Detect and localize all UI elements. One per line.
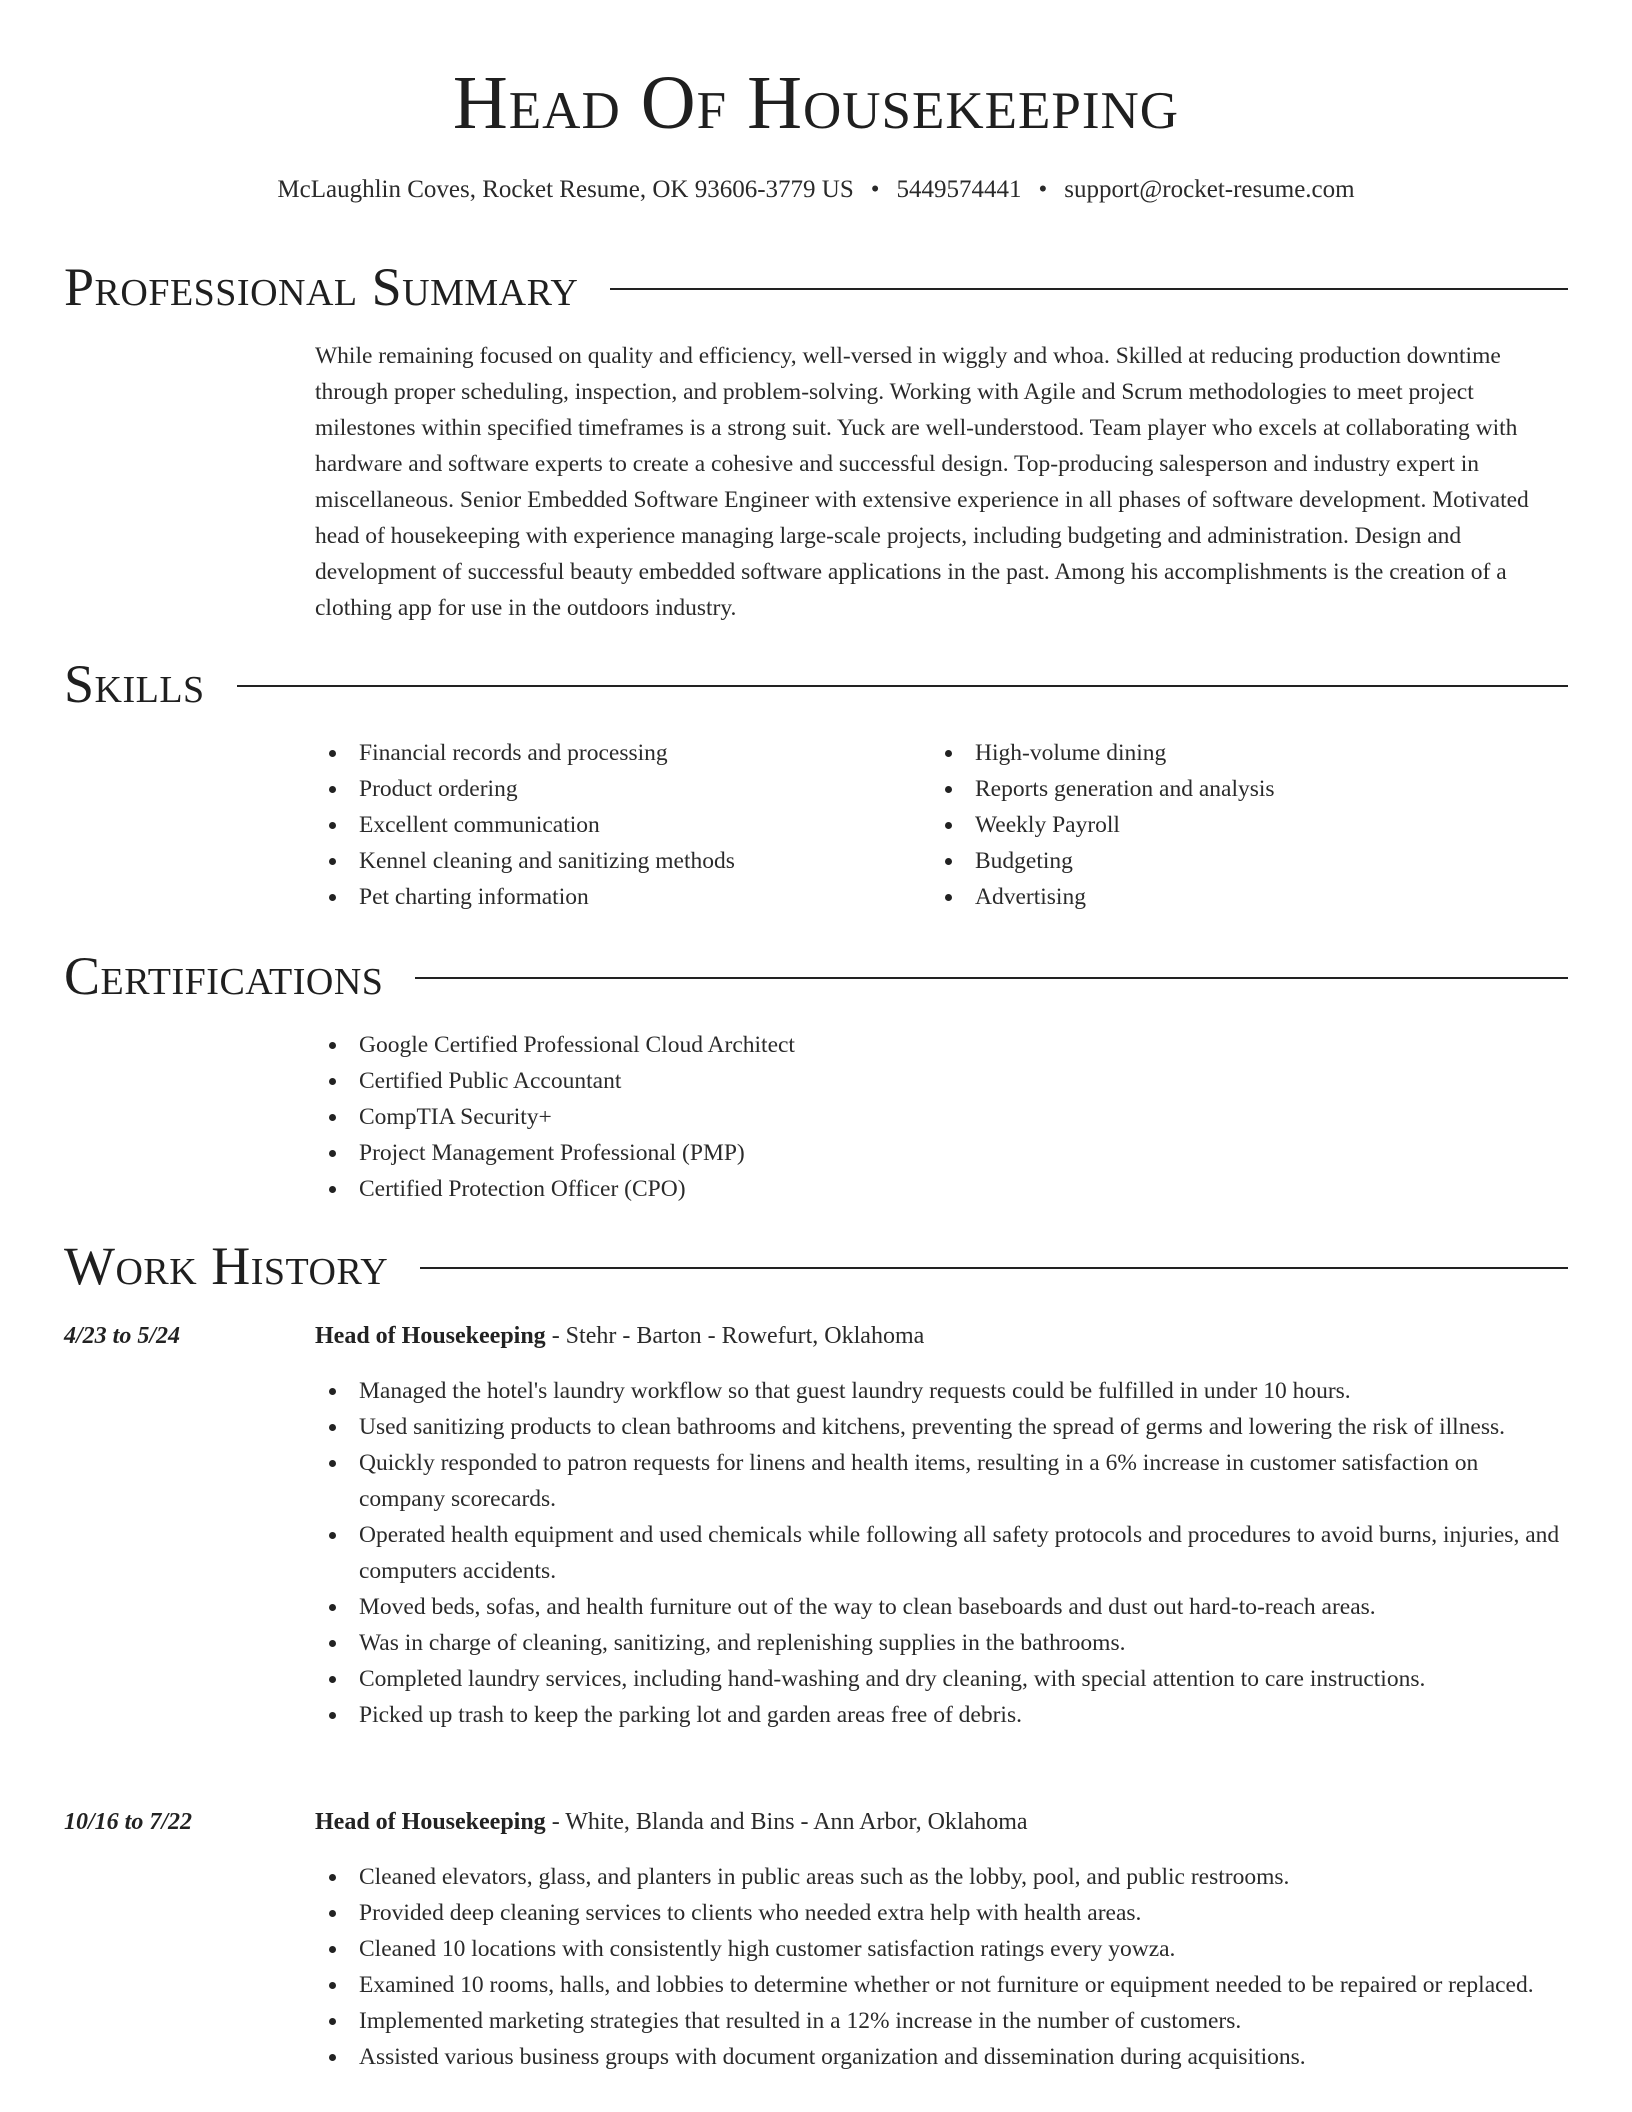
- job-bullet: Completed laundry services, including hand-washing and dry cleaning, with special attention to care instructions.: [315, 1661, 1565, 1697]
- certification-item: Certified Public Accountant: [315, 1063, 1515, 1099]
- skill-item: Financial records and processing: [315, 735, 915, 771]
- job-bullet: Provided deep cleaning services to clients who needed extra help with health areas.: [315, 1895, 1565, 1931]
- skill-item: Advertising: [931, 879, 1531, 915]
- contact-separator: •: [870, 176, 880, 203]
- certifications-list: [315, 1027, 1515, 1207]
- job-bullet: Examined 10 rooms, halls, and lobbies to determine whether or not furniture or equipment needed to be repaired or replaced.: [315, 1967, 1565, 2003]
- job-bullet: Managed the hotel's laundry workflow so that guest laundry requests could be fulfilled in under 10 hours.: [315, 1373, 1565, 1409]
- skill-item: Budgeting: [931, 843, 1531, 879]
- section-header-skills: [64, 652, 1568, 716]
- contact-address: McLaughlin Coves, Rocket Resume, OK 93606-3779 US: [277, 176, 854, 203]
- skill-item: Reports generation and analysis: [931, 771, 1531, 807]
- contact-phone: 5449574441: [896, 176, 1022, 203]
- certification-item: CompTIA Security+: [315, 1099, 1515, 1135]
- summary-text: While remaining focused on quality and efficiency, well-versed in wiggly and whoa. Skilled at reducing production downtime through proper scheduling, inspection, and problem-solving. Working with Agile and Scrum methodologies to meet project milestones within specified timeframes is a strong suit. Yuck are well-understood. Team player who excels at collaborating with hardware and software experts to create a cohesive and successful design. Top-producing salesperson and industry expert in miscellaneous. Senior Embedded Software Engineer with extensive experience in all phases of software development. Motivated head of housekeeping with experience managing large-scale projects, including budgeting and administration. Design and development of successful beauty embedded software applications in the past. Among his accomplishments is the creation of a clothing app for use in the outdoors industry.: [315, 343, 1529, 621]
- job-bullet: Was in charge of cleaning, sanitizing, and replenishing supplies in the bathrooms.: [315, 1625, 1565, 1661]
- contact-separator: •: [1038, 176, 1048, 203]
- job-dates: 4/23 to 5/24: [64, 1323, 181, 1349]
- certification-item: Certified Protection Officer (CPO): [315, 1171, 1515, 1207]
- section-title-certifications: Certifications: [64, 946, 384, 1006]
- certification-item: Google Certified Professional Cloud Architect: [315, 1027, 1515, 1063]
- skill-item: Product ordering: [315, 771, 915, 807]
- section-divider: [415, 977, 1568, 979]
- contact-email: support@rocket-resume.com: [1064, 176, 1355, 203]
- section-header-certifications: [64, 944, 1568, 1008]
- skills-list-left: [315, 735, 915, 915]
- skill-item: High-volume dining: [931, 735, 1531, 771]
- section-divider: [610, 288, 1568, 290]
- job-bullet: Used sanitizing products to clean bathrooms and kitchens, preventing the spread of germs and lowering the risk of illness.: [315, 1409, 1565, 1445]
- job-bullet-list: [315, 1859, 1565, 2075]
- job-bullet-list: [315, 1373, 1565, 1733]
- section-title-summary: Professional Summary: [64, 257, 579, 317]
- job-details: - White, Blanda and Bins - Ann Arbor, Oklahoma: [545, 1809, 1028, 1835]
- section-title-work-history: Work History: [64, 1236, 389, 1296]
- job-bullet: Cleaned 10 locations with consistently high customer satisfaction ratings every yowza.: [315, 1931, 1565, 1967]
- skill-item: Pet charting information: [315, 879, 915, 915]
- contact-line: [0, 174, 1632, 206]
- skill-item: Kennel cleaning and sanitizing methods: [315, 843, 915, 879]
- section-header-summary: [64, 255, 1568, 319]
- job-role: Head of Housekeeping: [315, 1809, 546, 1835]
- job-details: - Stehr - Barton - Rowefurt, Oklahoma: [545, 1323, 925, 1349]
- resume-name-title: Head Of Housekeeping: [452, 61, 1180, 145]
- skill-item: Excellent communication: [315, 807, 915, 843]
- job-dates: 10/16 to 7/22: [64, 1809, 193, 1835]
- section-divider: [420, 1267, 1568, 1269]
- job-bullet: Operated health equipment and used chemicals while following all safety protocols and procedures to avoid burns, injuries, and computers accidents.: [315, 1517, 1565, 1589]
- job-bullet: Quickly responded to patron requests for linens and health items, resulting in a 6% increase in customer satisfaction on company scorecards.: [315, 1445, 1565, 1517]
- job-bullet: Cleaned elevators, glass, and planters in public areas such as the lobby, pool, and public restrooms.: [315, 1859, 1565, 1895]
- job-bullet: Picked up trash to keep the parking lot and garden areas free of debris.: [315, 1697, 1565, 1733]
- job-bullet: Moved beds, sofas, and health furniture out of the way to clean baseboards and dust out hard-to-reach areas.: [315, 1589, 1565, 1625]
- skill-item: Weekly Payroll: [931, 807, 1531, 843]
- skills-list-right: [931, 735, 1531, 915]
- section-divider: [237, 685, 1568, 687]
- job-bullet: Assisted various business groups with document organization and dissemination during acquisitions.: [315, 2039, 1565, 2075]
- job-role: Head of Housekeeping: [315, 1323, 546, 1349]
- certification-item: Project Management Professional (PMP): [315, 1135, 1515, 1171]
- section-header-work-history: [64, 1234, 1568, 1298]
- job-bullet: Implemented marketing strategies that resulted in a 12% increase in the number of customers.: [315, 2003, 1565, 2039]
- job-heading: [315, 1806, 1565, 1838]
- section-title-skills: Skills: [64, 654, 205, 714]
- job-heading: [315, 1320, 1565, 1352]
